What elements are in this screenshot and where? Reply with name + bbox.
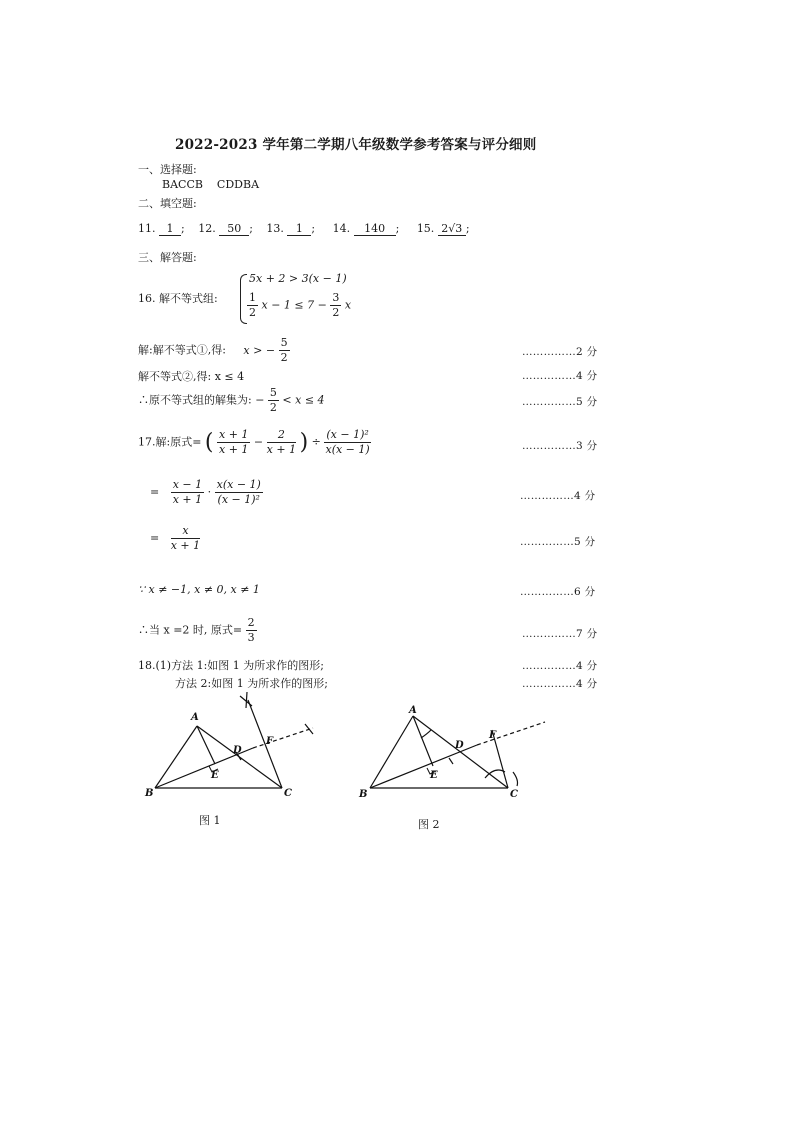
eq-text: x (344, 298, 352, 312)
page-title: 2022-2023 学年第二学期八年级数学参考答案与评分细则 (175, 137, 537, 153)
score-mark: ……………4 分 (520, 490, 596, 502)
q17-condition: ∵ x ≠ −1, x ≠ 0, x ≠ 1 (138, 583, 260, 596)
score-mark: ……………4 分 (522, 660, 598, 672)
score-mark: ……………5 分 (522, 396, 598, 408)
figure-1-caption: 图 1 (199, 814, 221, 827)
frac-den: x(x − 1) (325, 443, 370, 456)
q17-line2: = $\frac{x - 1}{x + 1}$ · $\frac{x(x - 1)}{\text{(x − 1)²}}$ (150, 478, 261, 506)
system-brace (240, 274, 247, 324)
figure-2-diagram (355, 700, 550, 805)
frac-num: 5 (269, 386, 277, 399)
point-label-a: A (191, 712, 199, 723)
q16-eq2 (247, 291, 351, 320)
step-math: x > − (243, 343, 276, 357)
construction-line-cf (248, 700, 282, 788)
point-label-a: A (409, 705, 417, 716)
extension-dashed (477, 722, 545, 745)
choice-answers: BACCB CDDBA (162, 178, 260, 191)
fill-item-num: 13. (266, 222, 284, 235)
fill-item-num: 15. (416, 222, 435, 235)
frac-den: 2 (332, 306, 340, 319)
frac-den: 3 (247, 631, 255, 644)
step-math: < x ≤ 4 (282, 393, 325, 407)
q18-method2: 方法 2:如图 1 为所求作的图形; (175, 677, 328, 690)
q17-line3 (150, 524, 200, 553)
step-text: ∴当 x =2 时, 原式= (138, 623, 243, 637)
segment-bd (370, 745, 477, 788)
fill-item-answer: 140 (354, 222, 396, 236)
paren-close: ) (299, 430, 309, 455)
point-label-c: C (510, 789, 518, 800)
figure-1-diagram (135, 690, 335, 805)
point-label-d: D (233, 745, 242, 756)
score-mark: ……………7 分 (522, 628, 598, 640)
score-mark: ……………4 分 (522, 370, 598, 382)
step-text: 17.解:原式= (138, 435, 202, 449)
q18-method1: 18.(1)方法 1:如图 1 为所求作的图形; (138, 659, 324, 672)
fill-item-num: 11. (138, 222, 156, 235)
frac-num: 1 (249, 291, 256, 304)
fill-item-answer: 1 (159, 222, 181, 236)
step-text: ∴原不等式组的解集为: − (138, 393, 265, 407)
score-mark: ……………5 分 (520, 536, 596, 548)
frac-num: x (171, 524, 200, 539)
angle-arc (421, 730, 431, 738)
section-heading-choice: 一、选择题: (138, 163, 197, 176)
q17-result (138, 616, 257, 645)
arc-mark (246, 692, 247, 708)
q16-step2: 解不等式②,得: x ≤ 4 (138, 370, 245, 383)
frac-den: x + 1 (170, 539, 201, 552)
section-heading-fill: 二、填空题: (138, 197, 197, 210)
fill-item-num: 12. (198, 222, 216, 235)
angle-arc (513, 772, 518, 786)
q17-line1: 17.解:原式= ( $\frac{x + 1}{x + 1}$ − $\frac{2}{x + 1}$ ) ÷ $\frac{\text{(x − 1)²}}{x(x - 1)}$ (138, 428, 370, 456)
section-heading-solve: 三、解答题: (138, 251, 197, 264)
arc-mark (305, 724, 313, 734)
point-label-b: B (359, 789, 368, 800)
point-label-f: F (489, 730, 497, 741)
q16-step3 (138, 386, 325, 415)
frac-den: 2 (280, 351, 288, 364)
angle-arc (485, 770, 505, 778)
frac-den: (x − 1)² (217, 493, 260, 506)
frac-num: x − 1 (172, 478, 203, 491)
frac-num: x + 1 (219, 428, 249, 441)
q16-label: 16. 解不等式组: (138, 292, 218, 305)
frac-num: 5 (280, 336, 288, 349)
point-label-f: F (266, 736, 274, 747)
frac-den: x + 1 (172, 493, 203, 506)
step-text: 解:解不等式①,得: (138, 343, 226, 357)
eq-sign: = (150, 485, 160, 499)
score-mark: ……………6 分 (520, 586, 596, 598)
segment-ab (155, 726, 197, 788)
frac-den: x + 1 (219, 443, 249, 456)
point-label-d: D (455, 740, 464, 751)
frac-num: 2 (267, 428, 296, 443)
fill-item-answer: 2√3 (438, 222, 466, 236)
extension-dashed (253, 728, 313, 748)
frac-den: 2 (249, 306, 256, 319)
q16-step1 (138, 336, 290, 365)
tick-mark (449, 758, 453, 764)
point-label-e: E (211, 770, 219, 781)
fill-item-num: 14. (332, 222, 351, 235)
q16-eq1: 5x + 2 > 3(x − 1) (249, 272, 347, 285)
frac-num: (x − 1)² (326, 428, 369, 441)
point-label-c: C (284, 788, 292, 799)
point-label-b: B (145, 788, 154, 799)
frac-num: 2 (247, 616, 255, 629)
frac-den: 2 (269, 401, 277, 414)
frac-num: x(x − 1) (216, 478, 261, 491)
fill-answers-row: 11. 1 ; 12. 50 ; 13. 1 ; 14. 140 ; 15. 2√3 ; (138, 222, 470, 235)
score-mark: ……………3 分 (522, 440, 598, 452)
eq-text: x − 1 ≤ 7 − (261, 298, 327, 312)
eq-sign: = (150, 531, 160, 545)
point-label-e: E (430, 770, 438, 781)
paren-open: ( (204, 430, 214, 455)
frac-den: x + 1 (266, 443, 297, 456)
segment-ab (370, 716, 413, 788)
segment-ae (197, 726, 215, 764)
frac-num: 3 (332, 291, 340, 304)
score-mark: ……………2 分 (522, 346, 598, 358)
score-mark: ……………4 分 (522, 678, 598, 690)
fill-item-answer: 1 (287, 222, 311, 236)
fill-item-answer: 50 (219, 222, 249, 236)
figure-2-caption: 图 2 (418, 818, 440, 831)
